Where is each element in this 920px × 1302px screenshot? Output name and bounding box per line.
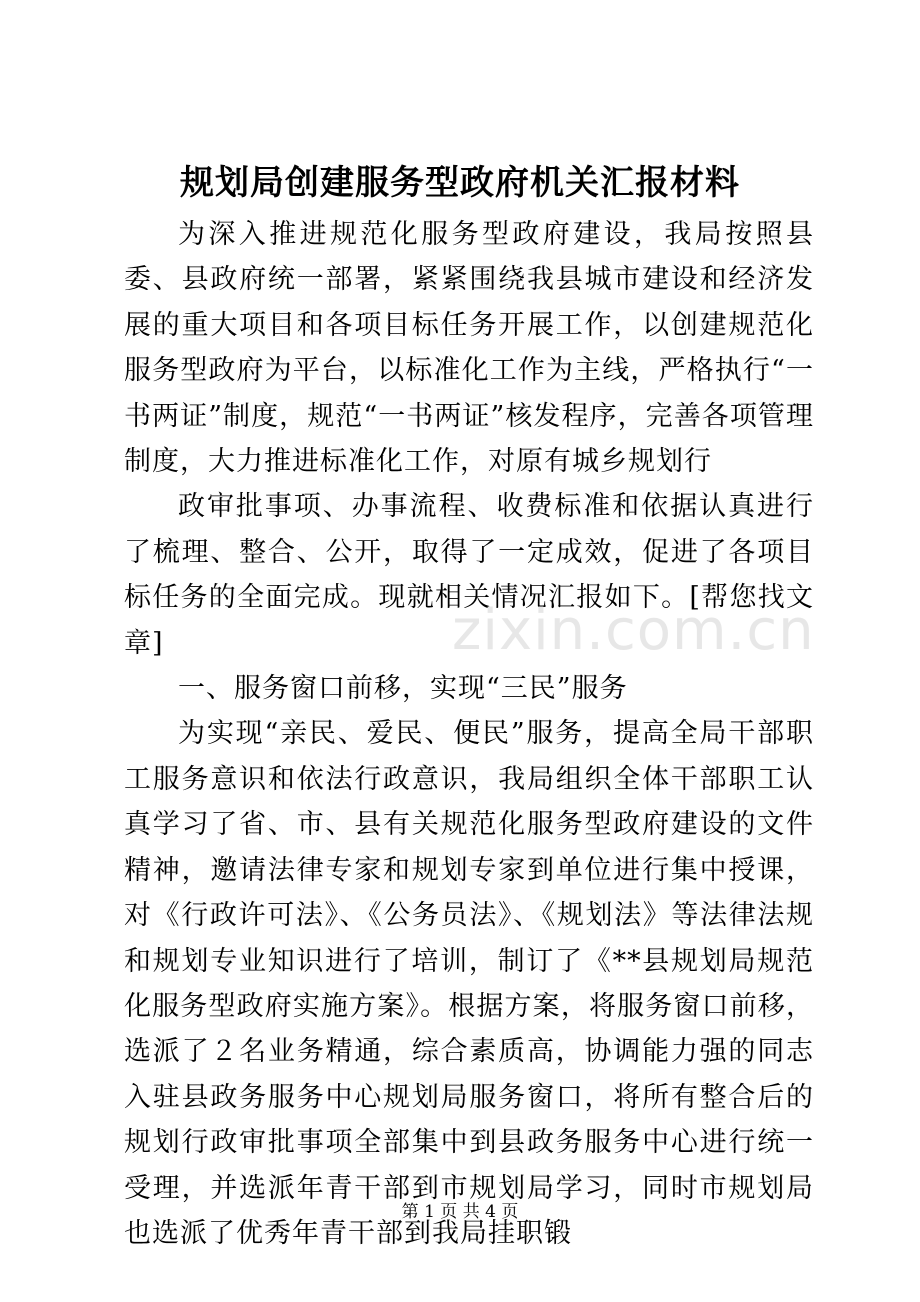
document-body <box>124 212 814 1256</box>
document-title: 规划局创建服务型政府机关汇报材料 <box>180 163 740 203</box>
paragraph-service-window: 为实现“亲民、爱民、便民”服务，提高全局干部职工服务意识和依法行政意识，我局组织全体干部职工认真学习了省、市、县有关规范化服务型政府建设的文件精神，邀请法律专家和规划专家到单位进行集中授课，对《行政许可法》、《公务员法》、《规划法》等法律法规和规划专业知识进行了培训，制订了《**县规划局规范化服务型政府实施方案》。根据方案，将服务窗口前移，选派了２名业务精通，综合素质高，协调能力强的同志入驻县政务服务中心规划局服务窗口，将所有整合后的规划行政审批事项全部集中到县政务服务中心进行统一受理，并选派年青干部到市规划局学习，同时市规划局也选派了优秀年青干部到我局挂职锻 <box>124 718 814 1249</box>
page-footer: 第 1 页 共 4 页 <box>401 1202 519 1222</box>
paragraph-intro: 为深入推进规范化服务型政府建设，我局按照县委、县政府统一部署，紧紧围绕我县城市建设和经济发展的重大项目和各项目标任务开展工作，以创建规范化服务型政府为平台，以标准化工作为主线，严格执行“一书两证”制度，规范“一书两证”核发程序，完善各项管理制度，大力推进标准化工作，对原有城乡规划行 <box>124 219 814 478</box>
watermark: zixin.com.cn <box>452 598 815 663</box>
section-heading: 一、服务窗口前移，实现“三民”服务 <box>178 673 628 705</box>
paragraph-continuation: 政审批事项、办事流程、收费标准和依据认真进行了梳理、整合、公开，取得了一定成效，促进了各项目标任务的全面完成。现就相关情况汇报如下。[帮您找文章] <box>124 491 814 659</box>
